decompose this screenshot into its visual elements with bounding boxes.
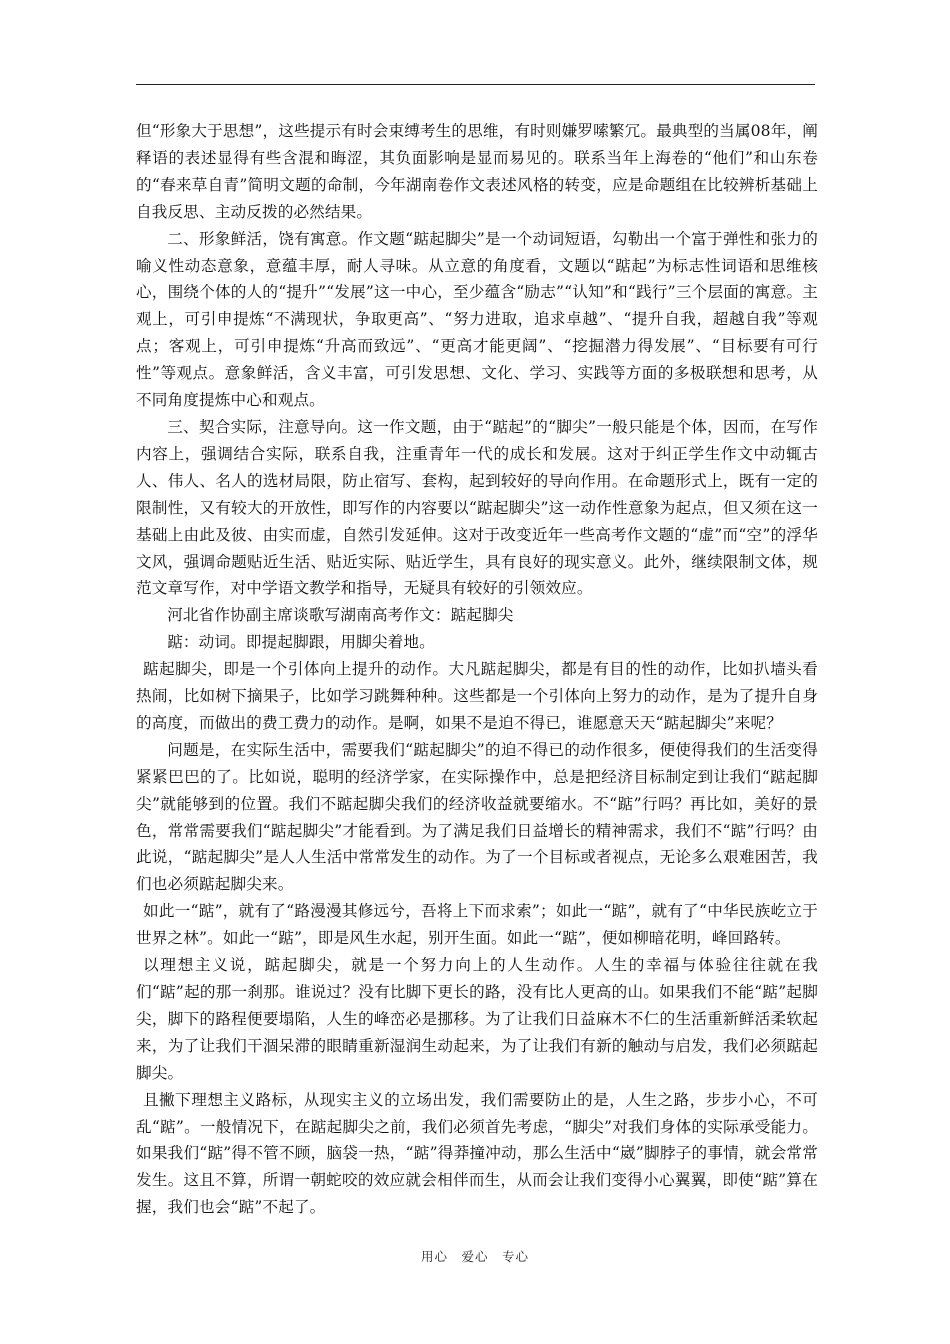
paragraph-3: 三、契合实际，注意导向。这一作文题，由于“踮起”的“脚尖”一般只能是个体，因而，在写作内容上，强调结合实际，联系自我，注重青年一代的成长和发展。这对于纠正学生作文中动辄古人、伟人、名人的选材局限，防止宿写、套构，起到较好的导向作用。在命题形式上，既有一定的限制性，又有较大的开放性，即写作的内容要以“踮起脚尖”这一动作性意象为起点，但又须在这一基础上由此及彼、由实而虚，自然引发延伸。这对于改变近年一些高考作文题的“虚”而“空”的浮华文风，强调命题贴近生活、贴近实际、贴近学生，具有良好的现实意义。此外，继续限制文体，规范文章写作，对中学语文教学和指导，无疑具有较好的引领效应。	[136, 417, 818, 598]
paragraph-8: 如此一“踮”，就有了“路漫漫其修远兮，吾将上下而求索”；如此一“踮”，就有了“中华民族屹立于世界之林”。如此一“踮”，即是风生水起，别开生面。如此一“踮”，便如柳暗花明，峰回路转。	[136, 902, 818, 948]
paragraph-1: 但“形象大于思想”，这些提示有时会束缚考生的思维，有时则嫌罗嗦繁冗。最典型的当属08年，阐释语的表述显得有些含混和晦涩，其负面影响是显而易见的。联系当年上海卷的“他们”和山东卷的“春来草自青”简明文题的命制，今年湖南卷作文表述风格的转变，应是命题组在比较辨析基础上自我反思、主动反拨的必然结果。	[136, 122, 818, 221]
article-title: 河北省作协副主席谈歌写湖南高考作文：踮起脚尖	[167, 606, 514, 625]
page-footer: 用心 爱心 专心	[420, 1249, 529, 1264]
paragraph-2: 二、形象鲜活，饶有寓意。作文题“踮起脚尖”是一个动词短语，勾勒出一个富于弹性和张力的喻义性动态意象，意蕴丰厚，耐人寻味。从立意的角度看，文题以“踮起”为标志性词语和思维核心，围绕个体的人的“提升”“发展”这一中心，至少蕴含“励志”“认知”和“践行”三个层面的寓意。主观上，可引申提炼“不满现状，争取更高”、“努力进取，追求卓越”、“提升自我，超越自我”等观点；客观上，可引申提炼“升高而致远”、“更高才能更阔”、“挖掘潜力得发展”、“目标要有可行性”等观点。意象鲜活，含义丰富，可引发思想、文化、学习、实践等方面的多极联想和思考，从不同角度提炼中心和观点。	[136, 229, 818, 410]
document-body	[136, 118, 818, 1221]
header-rule	[136, 84, 815, 85]
paragraph-10: 且撇下理想主义路标，从现实主义的立场出发，我们需要防止的是，人生之路，步步小心，不可乱“踮”。一般情况下，在踮起脚尖之前，我们必须首先考虑，“脚尖”对我们身体的实际承受能力。如果我们“踮”得不管不顾，脑袋一热，“踮”得莽撞冲动，那么生活中“崴”脚脖子的事情，就会常常发生。这且不算，所谓一朝蛇咬的效应就会相伴而生，从而会让我们变得小心翼翼，即使“踮”算在握，我们也会“踮”不起了。	[136, 1090, 818, 1217]
paragraph-7: 问题是，在实际生活中，需要我们“踮起脚尖”的迫不得已的动作很多，便使得我们的生活变得紧紧巴巴的了。比如说，聪明的经济学家，在实际操作中，总是把经济目标制定到让我们“踮起脚尖”就能够到的位置。我们不踮起脚尖我们的经济收益就要缩水。不“踮”行吗？再比如，美好的景色，常常需要我们“踮起脚尖”才能看到。为了满足我们日益增长的精神需求，我们不“踮”行吗？由此说，“踮起脚尖”是人人生活中常常发生的动作。为了一个目标或者视点，无论多么艰难困苦，我们也必须踮起脚尖来。	[136, 740, 818, 894]
paragraph-9: 以理想主义说，踮起脚尖，就是一个努力向上的人生动作。人生的幸福与体验往往就在我们“踮”起的那一刹那。谁说过？没有比脚下更长的路，没有比人更高的山。如果我们不能“踮”起脚尖，脚下的路程便要塌陷，人生的峰峦必是挪移。为了让我们日益麻木不仁的生活重新鲜活柔软起来，为了让我们干涸呆滞的眼睛重新湿润生动起来，为了让我们有新的触动与启发，我们必须踮起脚尖。	[136, 956, 818, 1082]
definition-line: 踮：动词。即提起脚跟，用脚尖着地。	[167, 633, 435, 652]
paragraph-6: 踮起脚尖，即是一个引体向上提升的动作。大凡踮起脚尖，都是有目的性的动作，比如扒墙头看热闹，比如树下摘果子，比如学习跳舞种种。这些都是一个引体向上努力的动作，是为了提升自身的高度，而做出的费工费力的动作。是啊，如果不是迫不得已，谁愿意天天“踮起脚尖”来呢？	[136, 660, 818, 732]
